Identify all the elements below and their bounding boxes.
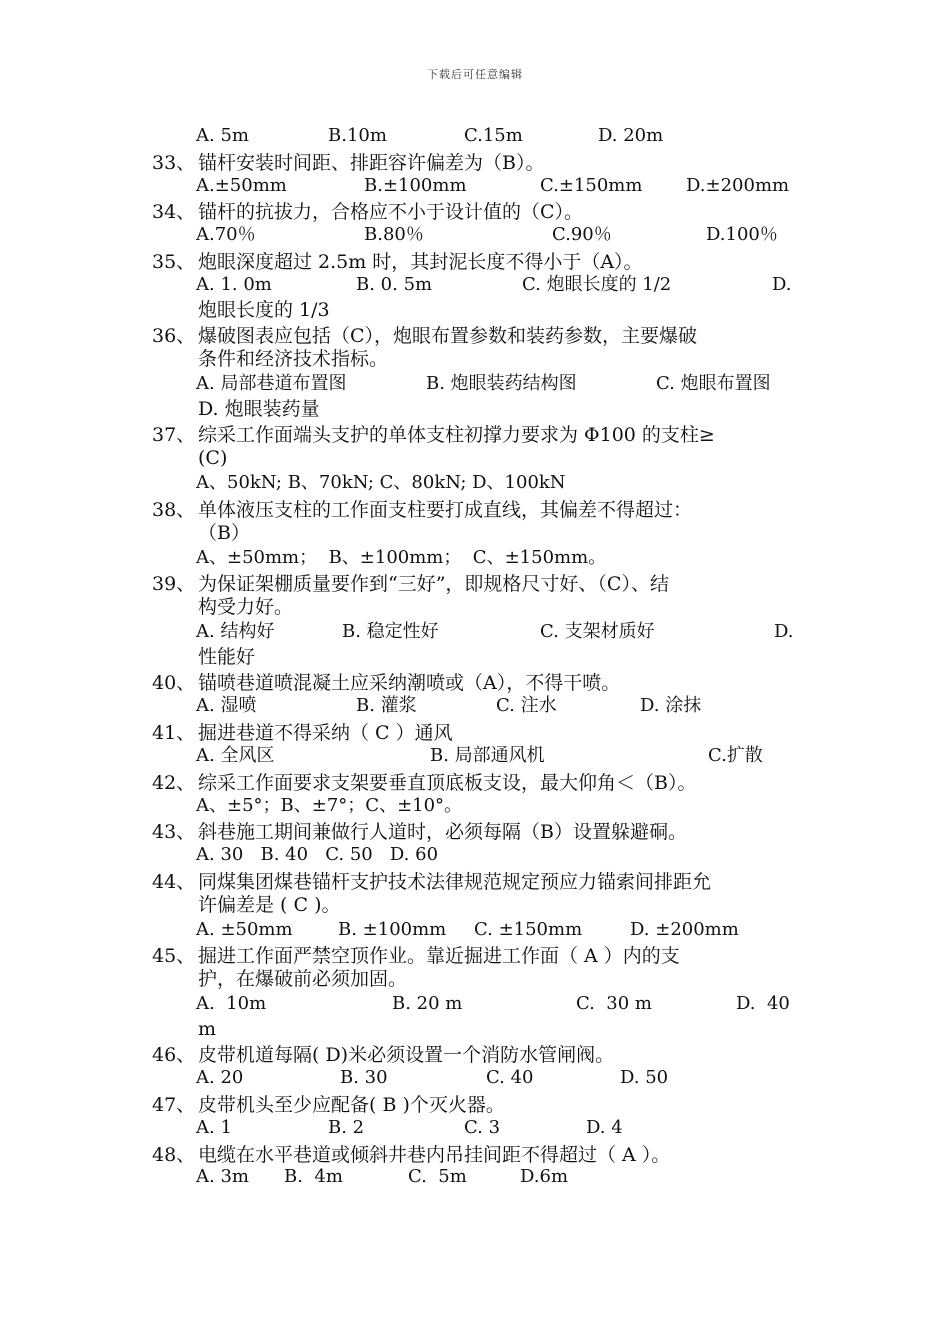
question-text: 锚杆安装时间距、排距容许偏差为（B）。 xyxy=(198,151,545,174)
question-line xyxy=(152,719,812,744)
question-continuation: 性能好 xyxy=(198,645,256,668)
answer-option: B. 20 m xyxy=(392,992,463,1014)
question-number: 43、 xyxy=(152,821,196,844)
answer-option: C. 支架材质好 xyxy=(540,620,655,642)
answer-option: C.±150mm xyxy=(540,174,643,196)
question-line xyxy=(152,248,812,273)
answer-option: D.6m xyxy=(520,1166,569,1188)
question-line xyxy=(152,422,812,447)
question-text: 同煤集团煤巷锚杆支护技术法律规范规定预应力锚索间排距允 xyxy=(198,870,712,893)
question-line xyxy=(152,149,812,174)
options-line xyxy=(152,744,812,769)
question-text: 综采工作面端头支护的单体支柱初撑力要求为 Φ100 的支柱≥ xyxy=(198,424,715,447)
answer-option: D.100％ xyxy=(706,224,778,246)
answer-option: D. 50 xyxy=(620,1067,669,1089)
question-line xyxy=(152,1141,812,1166)
options-line xyxy=(152,992,812,1017)
question-number: 45、 xyxy=(152,945,196,968)
answer-option: C. ±150mm xyxy=(474,918,583,940)
question-line xyxy=(152,818,812,843)
question-number: 40、 xyxy=(152,672,196,695)
question-text: 综采工作面要求支架要垂直顶底板支设，最大仰角＜（B）。 xyxy=(198,771,697,794)
answer-option: C. 3 xyxy=(464,1116,501,1138)
answer-option: A. 全风区 xyxy=(196,744,275,766)
question-number: 39、 xyxy=(152,573,196,596)
question-text: 斜巷施工期间兼做行人道时，必须每隔（B）设置躲避硐。 xyxy=(198,821,687,844)
answer-option: A. 3m xyxy=(196,1166,249,1188)
question-number: 34、 xyxy=(152,201,196,224)
answer-option: A. 10m xyxy=(196,992,267,1014)
question-line xyxy=(152,570,812,595)
question-line xyxy=(152,198,812,223)
options-line xyxy=(152,124,812,149)
answer-option: C. 炮眼长度的 1/2 xyxy=(522,273,672,295)
question-number: 38、 xyxy=(152,498,196,521)
options-line xyxy=(152,1116,812,1141)
answer-option: B.10m xyxy=(328,125,387,146)
answer-option: A. 5m xyxy=(196,125,249,146)
question-text: 掘进巷道不得采纳（ C ）通风 xyxy=(198,722,453,745)
answer-option: C. 5m xyxy=(408,1166,467,1188)
options-line xyxy=(152,1165,812,1190)
answer-option: D. xyxy=(772,273,792,295)
answer-option: B. 0. 5m xyxy=(356,273,433,295)
options-line xyxy=(152,843,812,868)
answer-option: D. 4 xyxy=(586,1116,623,1138)
question-line xyxy=(152,496,812,521)
answer-option: B. 炮眼装药结构图 xyxy=(426,372,577,394)
answer-option: A. 湿喷 xyxy=(196,695,257,717)
answer-option: B. ±100mm xyxy=(338,918,447,940)
answer-option: C. 40 xyxy=(486,1067,534,1089)
options-line xyxy=(152,918,812,943)
answer-option: A、50kN; B、70kN; C、80kN; D、100kN xyxy=(196,472,566,494)
answer-option: D. 涂抹 xyxy=(640,695,702,717)
question-text: 皮带机头至少应配备( B )个灭火器。 xyxy=(198,1093,505,1116)
options-line xyxy=(152,694,812,719)
answer-option: A. 1. 0m xyxy=(196,273,272,295)
options-line xyxy=(152,471,812,496)
question-line xyxy=(152,942,812,967)
question-number: 37、 xyxy=(152,424,196,447)
answer-option: C. 30 m xyxy=(576,992,652,1014)
answer-option: C.扩散 xyxy=(708,744,763,766)
question-text: 爆破图表应包括（C），炮眼布置参数和装药参数，主要爆破 xyxy=(198,325,698,348)
answer-option: A. 30 B. 40 C. 50 D. 60 xyxy=(196,844,439,866)
question-text: 单体液压支柱的工作面支柱要打成直线，其偏差不得超过： xyxy=(198,498,693,521)
answer-option: A. 结构好 xyxy=(196,620,275,642)
options-line xyxy=(152,794,812,819)
answer-option: C.90％ xyxy=(552,224,612,246)
question-continuation: 条件和经济技术指标。 xyxy=(198,348,389,371)
page-header: 下载后可任意编辑 xyxy=(427,68,523,81)
answer-option: C. 注水 xyxy=(496,695,557,717)
options-line xyxy=(152,1066,812,1091)
question-line xyxy=(152,1091,812,1116)
question-list xyxy=(152,124,812,1190)
options-line xyxy=(152,223,812,248)
question-line xyxy=(152,868,812,893)
answer-option: C. 炮眼布置图 xyxy=(656,372,771,394)
question-number: 44、 xyxy=(152,870,196,893)
answer-option: B. 局部通风机 xyxy=(430,744,545,766)
question-number: 35、 xyxy=(152,250,196,273)
question-continuation: 许偏差是 ( C )。 xyxy=(198,893,341,916)
question-number: 46、 xyxy=(152,1044,196,1067)
answer-option: B. 灌浆 xyxy=(356,695,417,717)
question-continuation: （B） xyxy=(198,521,250,544)
question-continuation: 护，在爆破前必须加固。 xyxy=(198,968,408,991)
options-line xyxy=(152,546,812,571)
answer-option: B. 30 xyxy=(340,1067,388,1089)
question-line xyxy=(152,1041,812,1066)
question-continuation: m xyxy=(198,1017,217,1040)
answer-option: A.±50mm xyxy=(196,174,287,196)
options-line xyxy=(152,620,812,645)
answer-option: A. 局部巷道布置图 xyxy=(196,372,347,394)
answer-option: A.70％ xyxy=(196,224,256,246)
options-line xyxy=(152,273,812,298)
options-line xyxy=(152,174,812,199)
answer-option: B. 稳定性好 xyxy=(342,620,439,642)
options-line xyxy=(152,372,812,397)
answer-option: D. 40 xyxy=(736,992,790,1014)
question-text: 锚杆的抗拔力，合格应不小于设计值的（C）。 xyxy=(198,201,584,224)
question-number: 42、 xyxy=(152,771,196,794)
answer-option: B.±100mm xyxy=(364,174,467,196)
question-continuation: 炮眼长度的 1/3 xyxy=(198,298,330,321)
question-text: 锚喷巷道喷混凝土应采纳潮喷或（A），不得干喷。 xyxy=(198,672,621,695)
answer-option: A. ±50mm xyxy=(196,918,293,940)
question-line xyxy=(152,322,812,347)
answer-option: A. 1 xyxy=(196,1116,232,1138)
question-text: 皮带机道每隔( D)米必须设置一个消防水管闸阀。 xyxy=(198,1044,615,1067)
answer-option: B.80％ xyxy=(364,224,424,246)
question-text: 炮眼深度超过 2.5m 时，其封泥长度不得小于（A）。 xyxy=(198,250,643,273)
question-number: 47、 xyxy=(152,1093,196,1116)
question-line xyxy=(152,670,812,695)
question-text: 电缆在水平巷道或倾斜井巷内吊挂间距不得超过（ A ）。 xyxy=(198,1143,671,1166)
question-text: 为保证架棚质量要作到“三好”，即规格尺寸好、（C）、结 xyxy=(198,573,669,596)
answer-option: B. 2 xyxy=(328,1116,365,1138)
question-continuation: (C) xyxy=(198,447,228,470)
question-number: 41、 xyxy=(152,722,196,745)
question-continuation: 构受力好。 xyxy=(198,596,294,619)
answer-option: A、±50mm； B、±100mm； C、±150mm。 xyxy=(196,546,607,568)
question-number: 48、 xyxy=(152,1143,196,1166)
answer-option: A、±5°；B、±7°；C、±10°。 xyxy=(196,794,463,816)
answer-option: D. ±200mm xyxy=(630,918,739,940)
answer-option: D. xyxy=(774,620,794,642)
question-number: 36、 xyxy=(152,325,196,348)
question-number: 33、 xyxy=(152,151,196,174)
answer-option: D. 20m xyxy=(598,125,664,146)
question-text: 掘进工作面严禁空顶作业。靠近掘进工作面（ A ）内的支 xyxy=(198,945,680,968)
question-continuation: D. 炮眼装药量 xyxy=(198,397,320,420)
answer-option: D.±200mm xyxy=(686,174,790,196)
question-line xyxy=(152,769,812,794)
answer-option: A. 20 xyxy=(196,1067,244,1089)
answer-option: C.15m xyxy=(464,125,523,146)
answer-option: B. 4m xyxy=(284,1166,343,1188)
